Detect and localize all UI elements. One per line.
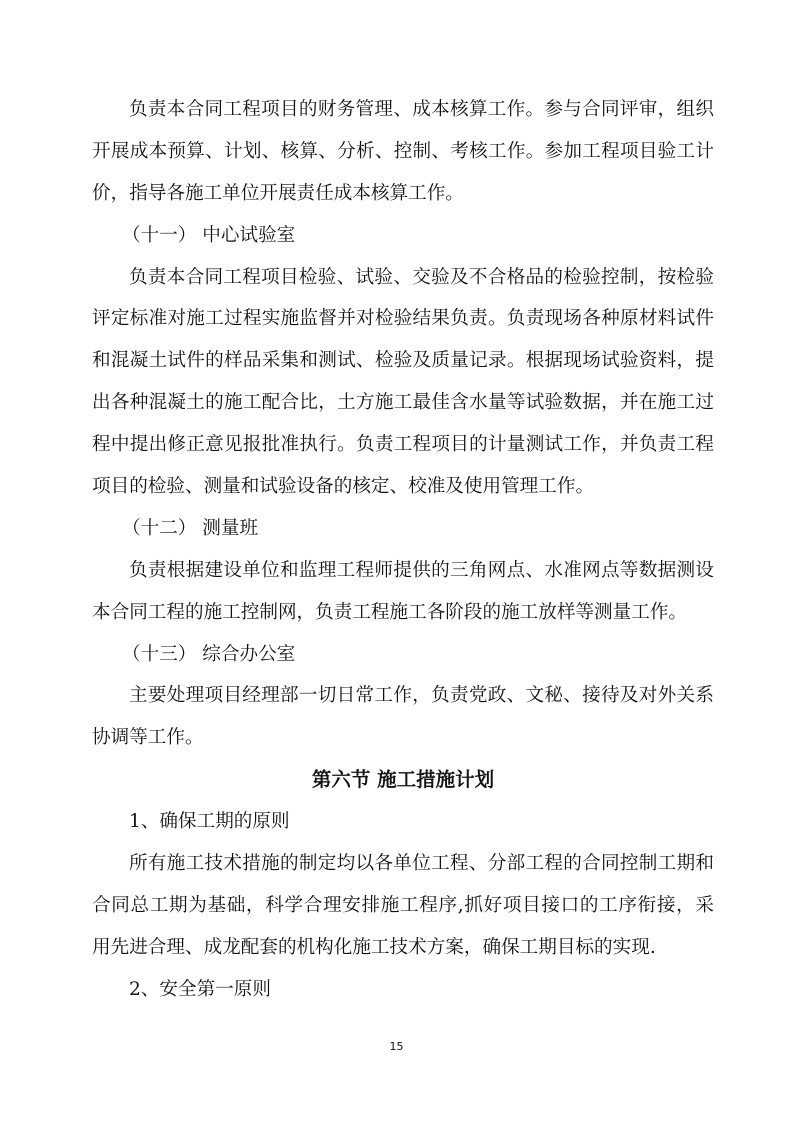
paragraph-line: 本合同工程的施工控制网，负责工程施工各阶段的施工放样等测量工作。 [92,601,688,623]
numbered-heading: 1、确保工期的原则 [129,811,290,833]
paragraph-line: 价，指导各施工单位开展责任成本核算工作。 [92,182,464,204]
document-body [92,89,714,1011]
paragraph-line: 和混凝土试件的样品采集和测试、检验及质量记录。根据现场试验资料，提 [92,350,714,372]
section-heading: 第六节 施工措施计划 [311,768,495,792]
paragraph-line: 程中提出修正意见报批准执行。负责工程项目的计量测试工作，并负责工程 [92,434,714,456]
section-subheading: （十三） 综合办公室 [122,643,296,665]
paragraph-line: 出各种混凝土的施工配合比，土方施工最佳含水量等试验数据，并在施工过 [92,392,714,414]
paragraph-line: 项目的检验、测量和试验设备的核定、校准及使用管理工作。 [92,476,595,498]
paragraph-line: 开展成本预算、计划、核算、分析、控制、考核工作。参加工程项目验工计 [92,140,714,162]
paragraph-line: 主要处理项目经理部一切日常工作，负责党政、文秘、接待及对外关系 [129,685,714,707]
paragraph-line: 负责根据建设单位和监理工程师提供的三角网点、水准网点等数据测设 [129,559,714,581]
section-subheading: （十二） 测量班 [122,517,259,539]
paragraph-line: 所有施工技术措施的制定均以各单位工程、分部工程的合同控制工期和 [129,853,714,875]
numbered-heading: 2、安全第一原则 [129,978,271,1000]
paragraph-line: 评定标准对施工过程实施监督并对检验结果负责。负责现场各种原材料试件 [92,308,714,330]
page-number: 15 [389,1040,404,1053]
paragraph-line: 负责本合同工程项目的财务管理、成本核算工作。参与合同评审，组织 [129,99,714,120]
section-subheading: （十一） 中心试验室 [122,224,296,246]
paragraph-line: 合同总工期为基础，科学合理安排施工程序,抓好项目接口的工序衔接，采 [92,894,714,916]
paragraph-line: 用先进合理、成龙配套的机构化施工技术方案，确保工期目标的实现. [92,936,656,958]
paragraph-line: 负责本合同工程项目检验、试验、交验及不合格品的检验控制，按检验 [129,266,714,288]
paragraph-line: 协调等工作。 [92,727,204,749]
